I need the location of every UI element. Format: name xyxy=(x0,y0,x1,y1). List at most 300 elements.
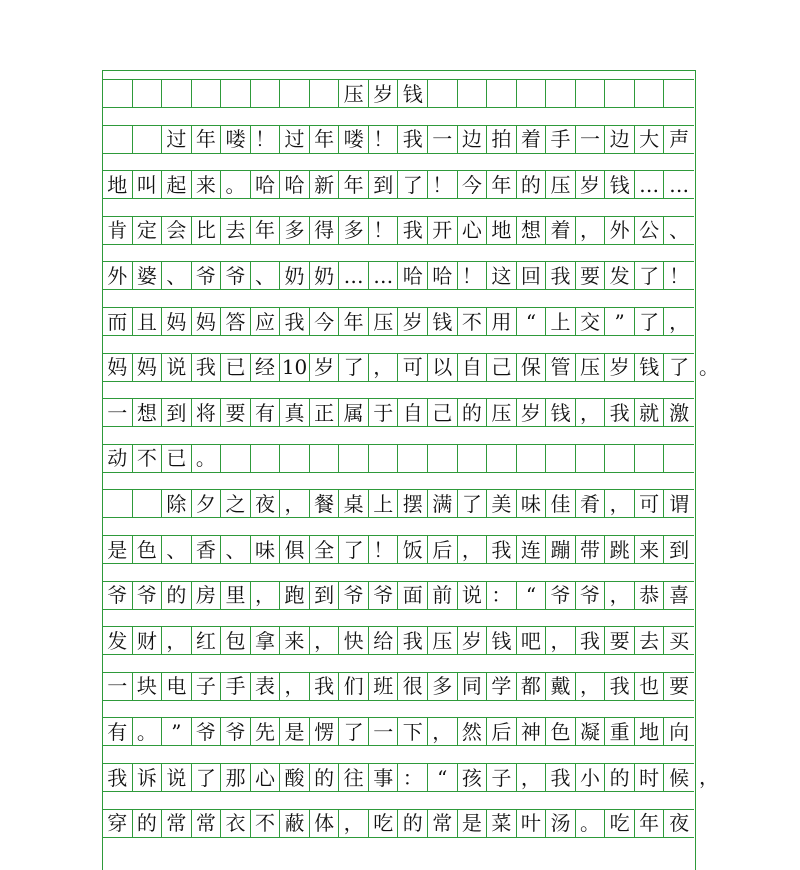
grid-cell: 是 xyxy=(103,536,133,563)
grid-cell: 岁 xyxy=(576,171,606,198)
grid-cell: ， xyxy=(669,309,690,334)
grid-cell: 常 xyxy=(192,810,222,837)
grid-cell: 压 xyxy=(546,171,576,198)
grid-cell: 带 xyxy=(576,536,606,563)
grid-cell: 除 xyxy=(162,490,192,517)
grid-cell: 地 xyxy=(103,171,133,198)
grid-cell: 一 xyxy=(103,399,133,426)
grid-cell: 奶 xyxy=(310,262,340,289)
grid-cell xyxy=(458,80,488,107)
grid-cell: ， xyxy=(605,582,635,609)
grid-cell xyxy=(635,80,665,107)
grid-cell: 年 xyxy=(339,308,369,335)
grid-cell: 应 xyxy=(251,308,281,335)
grid-cell: 吃 xyxy=(369,810,399,837)
grid-cell: ， xyxy=(546,627,576,654)
composition-paper xyxy=(102,70,719,870)
grid-cell: 后 xyxy=(487,718,517,745)
grid-cell: 俱 xyxy=(280,536,310,563)
grid-cell: 先 xyxy=(251,718,281,745)
grid-cell: 候 xyxy=(669,765,690,790)
grid-cell xyxy=(605,80,635,107)
margin-punctuation: 。 xyxy=(699,354,719,379)
grid-cell: 的 xyxy=(162,582,192,609)
grid-cell: 我 xyxy=(546,262,576,289)
grid-cell: 小 xyxy=(576,764,606,791)
grid-cell: 一 xyxy=(369,718,399,745)
grid-cell xyxy=(339,445,369,472)
grid-cell: 就 xyxy=(635,399,665,426)
grid-cell: 岁 xyxy=(517,399,547,426)
grid-cell: 将 xyxy=(192,399,222,426)
text-row xyxy=(103,489,694,518)
grid-cell: 然 xyxy=(458,718,488,745)
grid-cell xyxy=(221,445,251,472)
grid-cell: 之 xyxy=(221,490,251,517)
grid-cell: 岁 xyxy=(458,627,488,654)
grid-cell xyxy=(133,490,163,517)
grid-cell: 着 xyxy=(546,217,576,244)
text-row xyxy=(103,307,694,336)
grid-cell: 了 xyxy=(635,308,665,335)
grid-cell: 时 xyxy=(635,764,665,791)
grid-cell: 喽 xyxy=(221,126,251,153)
grid-cell: 。 xyxy=(221,171,251,198)
grid-cell: 有 xyxy=(251,399,281,426)
grid-cell: ， xyxy=(251,582,281,609)
grid-cell: 想 xyxy=(133,399,163,426)
grid-cell: ， xyxy=(162,627,192,654)
grid-cell xyxy=(133,126,163,153)
grid-cell xyxy=(310,445,340,472)
grid-cell: ！ xyxy=(369,536,399,563)
grid-cell: 。 xyxy=(133,718,163,745)
grid-cell: 子 xyxy=(192,673,222,700)
grid-cell: 汤 xyxy=(546,810,576,837)
grid-cell: 年 xyxy=(339,171,369,198)
grid-cell: 正 xyxy=(310,399,340,426)
grid-cell: 外 xyxy=(103,262,133,289)
grid-cell: 我 xyxy=(280,308,310,335)
grid-cell xyxy=(221,80,251,107)
grid-cell: ， xyxy=(280,673,310,700)
grid-cell: 压 xyxy=(339,80,369,107)
grid-cell: 餐 xyxy=(310,490,340,517)
grid-cell: 答 xyxy=(221,308,251,335)
grid-cell: 了 xyxy=(339,718,369,745)
grid-cell: 常 xyxy=(162,810,192,837)
grid-cell: 心 xyxy=(251,764,281,791)
grid-cell xyxy=(487,445,517,472)
grid-cell: 用 xyxy=(487,308,517,335)
grid-cell: 的 xyxy=(310,764,340,791)
grid-cell: 常 xyxy=(428,810,458,837)
grid-cell: 到 xyxy=(669,537,690,562)
grid-cell: 叫 xyxy=(133,171,163,198)
grid-cell: 动 xyxy=(103,445,133,472)
grid-cell: ， xyxy=(576,217,606,244)
grid-cell: 爷 xyxy=(133,582,163,609)
grid-cell: 岁 xyxy=(369,80,399,107)
grid-cell: 了 xyxy=(458,490,488,517)
grid-cell: 说 xyxy=(458,582,488,609)
grid-cell: ： xyxy=(487,582,517,609)
grid-cell: 酸 xyxy=(280,764,310,791)
grid-cell: 、 xyxy=(162,262,192,289)
grid-cell: 我 xyxy=(103,764,133,791)
grid-cell: 着 xyxy=(517,126,547,153)
grid-cell: 我 xyxy=(310,673,340,700)
grid-cell: 也 xyxy=(635,673,665,700)
grid-cell xyxy=(103,80,133,107)
grid-cell: 谓 xyxy=(669,491,690,516)
grid-cell: 了 xyxy=(398,171,428,198)
grid-cell: 岁 xyxy=(310,354,340,381)
grid-cell: 凝 xyxy=(576,718,606,745)
text-row xyxy=(103,261,694,290)
grid-cell: 快 xyxy=(339,627,369,654)
grid-cell: 的 xyxy=(605,764,635,791)
grid-cell: 给 xyxy=(369,627,399,654)
grid-cell: 红 xyxy=(192,627,222,654)
grid-cell xyxy=(398,445,428,472)
grid-cell: 今 xyxy=(310,308,340,335)
grid-cell: 已 xyxy=(221,354,251,381)
grid-cell: 一 xyxy=(103,673,133,700)
text-row xyxy=(103,170,694,199)
grid-cell: 了 xyxy=(669,355,690,380)
grid-cell: 年 xyxy=(487,171,517,198)
grid-cell: 妈 xyxy=(162,308,192,335)
grid-cell: 发 xyxy=(103,627,133,654)
grid-cell: 了 xyxy=(339,354,369,381)
grid-cell: 要 xyxy=(576,262,606,289)
grid-cell: 味 xyxy=(517,490,547,517)
grid-cell: 了 xyxy=(339,536,369,563)
grid-cell: 美 xyxy=(487,490,517,517)
grid-cell: ！ xyxy=(428,171,458,198)
grid-cell xyxy=(546,80,576,107)
grid-cell: ！ xyxy=(458,262,488,289)
grid-cell: 哈 xyxy=(428,262,458,289)
grid-cell: 蔽 xyxy=(280,810,310,837)
grid-cell: 满 xyxy=(428,490,458,517)
grid-cell: 们 xyxy=(339,673,369,700)
grid-cell: 叶 xyxy=(517,810,547,837)
text-row xyxy=(103,444,694,473)
grid-cell xyxy=(251,445,281,472)
grid-cell: 到 xyxy=(369,171,399,198)
grid-cell: 连 xyxy=(517,536,547,563)
grid-cell: 是 xyxy=(280,718,310,745)
grid-cell: ， xyxy=(310,627,340,654)
grid-cell: 我 xyxy=(605,673,635,700)
grid-cell: 夜 xyxy=(669,811,690,836)
grid-cell: 哈 xyxy=(251,171,281,198)
grid-cell: 、 xyxy=(162,536,192,563)
grid-cell: 岁 xyxy=(398,308,428,335)
grid-cell: 可 xyxy=(635,490,665,517)
text-row xyxy=(103,581,694,610)
grid-cell: 奶 xyxy=(280,262,310,289)
grid-cell: ！ xyxy=(669,263,690,288)
grid-cell: 肯 xyxy=(103,217,133,244)
grid-cell: 买 xyxy=(669,628,690,653)
grid-cell: 经 xyxy=(251,354,281,381)
grid-cell: 属 xyxy=(339,399,369,426)
grid-cell: 学 xyxy=(487,673,517,700)
grid-cell: 压 xyxy=(487,399,517,426)
grid-cell: 已 xyxy=(162,445,192,472)
grid-cell: 自 xyxy=(398,399,428,426)
grid-cell: 菜 xyxy=(487,810,517,837)
grid-cell: 佳 xyxy=(546,490,576,517)
grid-cell: 不 xyxy=(458,308,488,335)
grid-cell: 爷 xyxy=(576,582,606,609)
grid-cell: 向 xyxy=(669,719,690,744)
grid-cell: ， xyxy=(576,673,606,700)
grid-cell xyxy=(517,445,547,472)
grid-cell: 的 xyxy=(458,399,488,426)
grid-cell: 说 xyxy=(162,764,192,791)
grid-cell xyxy=(428,445,458,472)
grid-cell: ， xyxy=(369,354,399,381)
grid-cell xyxy=(280,80,310,107)
grid-cell: 压 xyxy=(576,354,606,381)
grid-cell: ！ xyxy=(369,126,399,153)
grid-cell: 地 xyxy=(635,718,665,745)
grid-cell xyxy=(280,445,310,472)
grid-cell: 不 xyxy=(251,810,281,837)
grid-cell: 重 xyxy=(605,718,635,745)
grid-cell: ！ xyxy=(369,217,399,244)
text-row xyxy=(103,809,694,838)
grid-cell: 哈 xyxy=(398,262,428,289)
grid-cell xyxy=(133,80,163,107)
grid-cell: 而 xyxy=(103,308,133,335)
grid-cell: 了 xyxy=(192,764,222,791)
grid-cell: 自 xyxy=(458,354,488,381)
grid-cell: 于 xyxy=(369,399,399,426)
grid-cell: 回 xyxy=(517,262,547,289)
grid-cell: 想 xyxy=(517,217,547,244)
grid-cell: 我 xyxy=(605,399,635,426)
grid-cell: 来 xyxy=(635,536,665,563)
grid-cell: … xyxy=(369,262,399,289)
grid-cell: 财 xyxy=(133,627,163,654)
grid-cell: 10 xyxy=(280,354,310,381)
grid-cell xyxy=(162,80,192,107)
grid-cell: 年 xyxy=(192,126,222,153)
grid-cell: 不 xyxy=(133,445,163,472)
grid-cell: 喽 xyxy=(339,126,369,153)
grid-cell: 年 xyxy=(251,217,281,244)
grid-cell: 衣 xyxy=(221,810,251,837)
grid-cell: ， xyxy=(339,810,369,837)
grid-cell: 跳 xyxy=(605,536,635,563)
grid-cell: 手 xyxy=(546,126,576,153)
grid-cell: 可 xyxy=(398,354,428,381)
grid-cell: 摆 xyxy=(398,490,428,517)
grid-cell: 上 xyxy=(369,490,399,517)
grid-cell: 岁 xyxy=(605,354,635,381)
grid-cell: 要 xyxy=(669,674,690,699)
grid-cell xyxy=(192,80,222,107)
grid-cell: 块 xyxy=(133,673,163,700)
grid-cell: 夕 xyxy=(192,490,222,517)
grid-cell: 心 xyxy=(458,217,488,244)
grid-cell: 香 xyxy=(192,536,222,563)
text-row xyxy=(103,398,694,427)
grid-cell: 我 xyxy=(487,536,517,563)
grid-cell: 边 xyxy=(458,126,488,153)
grid-cell: “ xyxy=(517,308,547,335)
grid-cell: 班 xyxy=(369,673,399,700)
grid-cell xyxy=(369,445,399,472)
grid-cell: 说 xyxy=(162,354,192,381)
grid-cell: 爷 xyxy=(192,262,222,289)
grid-cell: 来 xyxy=(280,627,310,654)
grid-cell: 穿 xyxy=(103,810,133,837)
grid-cell: 定 xyxy=(133,217,163,244)
grid-cell: 我 xyxy=(398,126,428,153)
grid-cell: 己 xyxy=(428,399,458,426)
grid-cell: 爷 xyxy=(192,718,222,745)
grid-cell: 外 xyxy=(605,217,635,244)
grid-cell: 那 xyxy=(221,764,251,791)
grid-cell: 体 xyxy=(310,810,340,837)
grid-cell: 我 xyxy=(576,627,606,654)
grid-cell: 恭 xyxy=(635,582,665,609)
text-row xyxy=(103,717,694,746)
grid-cell: 以 xyxy=(428,354,458,381)
grid-cell xyxy=(428,80,458,107)
grid-cell xyxy=(635,445,665,472)
grid-cell: 喜 xyxy=(669,583,690,608)
grid-cell: 拍 xyxy=(487,126,517,153)
grid-cell: 要 xyxy=(605,627,635,654)
grid-cell: ， xyxy=(280,490,310,517)
grid-cell: 都 xyxy=(517,673,547,700)
grid-cell: 我 xyxy=(192,354,222,381)
grid-cell: 往 xyxy=(339,764,369,791)
grid-cell xyxy=(664,445,694,472)
grid-cell: 一 xyxy=(428,126,458,153)
grid-cell: 、 xyxy=(669,218,690,243)
grid-cell xyxy=(664,80,694,107)
grid-cell: 戴 xyxy=(546,673,576,700)
grid-cell: 哈 xyxy=(280,171,310,198)
grid-cell: 过 xyxy=(280,126,310,153)
grid-cell: 年 xyxy=(310,126,340,153)
grid-cell: 电 xyxy=(162,673,192,700)
grid-cell: 后 xyxy=(428,536,458,563)
grid-cell xyxy=(251,80,281,107)
grid-cell: 起 xyxy=(162,171,192,198)
grid-cell: 吧 xyxy=(517,627,547,654)
grid-cell: 钱 xyxy=(635,354,665,381)
grid-cell: 压 xyxy=(428,627,458,654)
grid-cell: 夜 xyxy=(251,490,281,517)
grid-cell: 到 xyxy=(162,399,192,426)
grid-cell: 。 xyxy=(576,810,606,837)
grid-cell: 了 xyxy=(635,262,665,289)
grid-cell: 来 xyxy=(192,171,222,198)
grid-cell: 蹦 xyxy=(546,536,576,563)
grid-cell: 肴 xyxy=(576,490,606,517)
grid-cell: 爷 xyxy=(339,582,369,609)
grid-cell: 跑 xyxy=(280,582,310,609)
grid-cell: 表 xyxy=(251,673,281,700)
grid-cell: 爷 xyxy=(221,262,251,289)
grid-cell: 里 xyxy=(221,582,251,609)
grid-cell: 年 xyxy=(635,810,665,837)
grid-cell: 一 xyxy=(576,126,606,153)
grid-cell xyxy=(546,445,576,472)
grid-cell: 上 xyxy=(546,308,576,335)
grid-cell: 边 xyxy=(605,126,635,153)
grid-cell xyxy=(458,445,488,472)
grid-cell: 我 xyxy=(398,627,428,654)
grid-cell: 大 xyxy=(635,126,665,153)
grid-cell: 公 xyxy=(635,217,665,244)
grid-cell: 的 xyxy=(517,171,547,198)
grid-cell: ： xyxy=(398,764,428,791)
grid-cell: 有 xyxy=(103,718,133,745)
grid-cell: 保 xyxy=(517,354,547,381)
grid-cell: 同 xyxy=(458,673,488,700)
grid-cell: 妈 xyxy=(192,308,222,335)
grid-cell: 的 xyxy=(133,810,163,837)
grid-cell: … xyxy=(669,172,690,197)
grid-cell: 交 xyxy=(576,308,606,335)
grid-cell: 压 xyxy=(369,308,399,335)
grid-cell xyxy=(487,80,517,107)
grid-cell: 面 xyxy=(398,582,428,609)
grid-cell: 激 xyxy=(669,400,690,425)
grid-cell: ” xyxy=(162,718,192,745)
text-row xyxy=(103,125,694,154)
grid-cell: 手 xyxy=(221,673,251,700)
grid-cell: 爷 xyxy=(221,718,251,745)
grid-cell: 我 xyxy=(546,764,576,791)
grid-cell: 前 xyxy=(428,582,458,609)
grid-cell: 拿 xyxy=(251,627,281,654)
grid-cell: 发 xyxy=(605,262,635,289)
grid-cell: 房 xyxy=(192,582,222,609)
grid-cell: 到 xyxy=(310,582,340,609)
grid-cell: ， xyxy=(576,399,606,426)
grid-cell: 是 xyxy=(458,810,488,837)
grid-cell: 爷 xyxy=(103,582,133,609)
grid-cell: 饭 xyxy=(398,536,428,563)
grid-cell: 真 xyxy=(280,399,310,426)
grid-cell: 且 xyxy=(133,308,163,335)
grid-cell xyxy=(605,445,635,472)
grid-cell: 多 xyxy=(339,217,369,244)
grid-cell: 去 xyxy=(635,627,665,654)
grid-cell: 钱 xyxy=(398,80,428,107)
grid-cell: 过 xyxy=(162,126,192,153)
grid-cell: 婆 xyxy=(133,262,163,289)
grid-cell xyxy=(576,80,606,107)
text-row xyxy=(103,672,694,701)
text-row xyxy=(103,353,694,382)
grid-cell: 钱 xyxy=(546,399,576,426)
grid-cell: 得 xyxy=(310,217,340,244)
grid-cell: 的 xyxy=(398,810,428,837)
grid-cell: 妈 xyxy=(103,354,133,381)
